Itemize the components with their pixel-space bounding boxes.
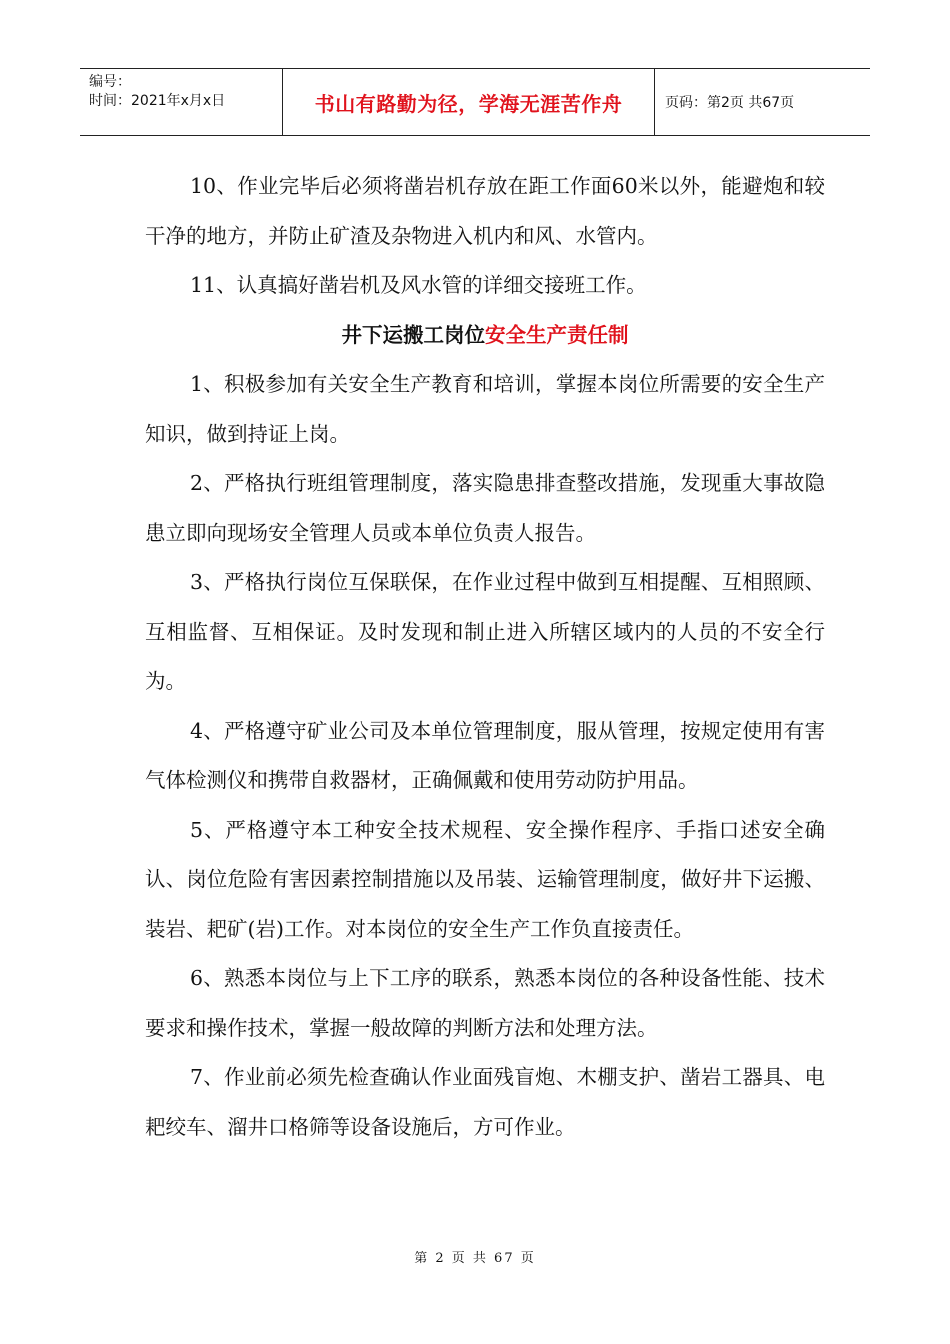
section-title-prefix: 井下运搬工岗位	[341, 322, 485, 347]
paragraph: 10、作业完毕后必须将凿岩机存放在距工作面60米以外，能避炮和较干净的地方，并防止矿渣及杂物进入机内和风、水管内。	[145, 174, 825, 248]
paragraph: 5、严格遵守本工种安全技术规程、安全操作程序、手指口述安全确认、岗位危险有害因素控制措施以及吊装、运输管理制度，做好井下运搬、装岩、耙矿(岩)工作。对本岗位的安全生产工作负直接责任。	[145, 817, 825, 941]
page-footer: 第 2 页 共 67 页	[414, 1251, 536, 1266]
header-motto: 书山有路勤为径，学海无涯苦作舟	[283, 69, 655, 135]
paragraph: 4、严格遵守矿业公司及本单位管理制度，服从管理，按规定使用有害气体检测仪和携带自救器材，正确佩戴和使用劳动防护用品。	[145, 718, 825, 792]
paragraph: 6、熟悉本岗位与上下工序的联系，熟悉本岗位的各种设备性能、技术要求和操作技术，掌握一般故障的判断方法和处理方法。	[145, 966, 825, 1040]
paragraph: 7、作业前必须先检查确认作业面残盲炮、木棚支护、凿岩工器具、电耙绞车、溜井口格筛等设备设施后，方可作业。	[145, 1065, 825, 1139]
paragraph: 3、严格执行岗位互保联保，在作业过程中做到互相提醒、互相照顾、互相监督、互相保证。及时发现和制止进入所辖区域内的人员的不安全行为。	[145, 570, 825, 693]
paragraph: 11、认真搞好凿岩机及风水管的详细交接班工作。	[190, 273, 647, 297]
header-page-info: 页码：第2页 共67页	[665, 95, 795, 111]
number-label: 编号：	[89, 74, 131, 90]
paragraph: 1、积极参加有关安全生产教育和培训，掌握本岗位所需要的安全生产知识，做到持证上岗。	[145, 372, 825, 446]
document-body	[145, 162, 825, 1152]
document-header	[80, 68, 870, 136]
paragraph: 2、严格执行班组管理制度，落实隐患排查整改措施，发现重大事故隐患立即向现场安全管理人员或本单位负责人报告。	[145, 471, 825, 545]
header-meta	[80, 69, 283, 135]
date-label: 时间：2021年x月x日	[89, 93, 226, 109]
section-title-highlight: 安全生产责任制	[485, 322, 629, 347]
section-title	[145, 311, 825, 361]
